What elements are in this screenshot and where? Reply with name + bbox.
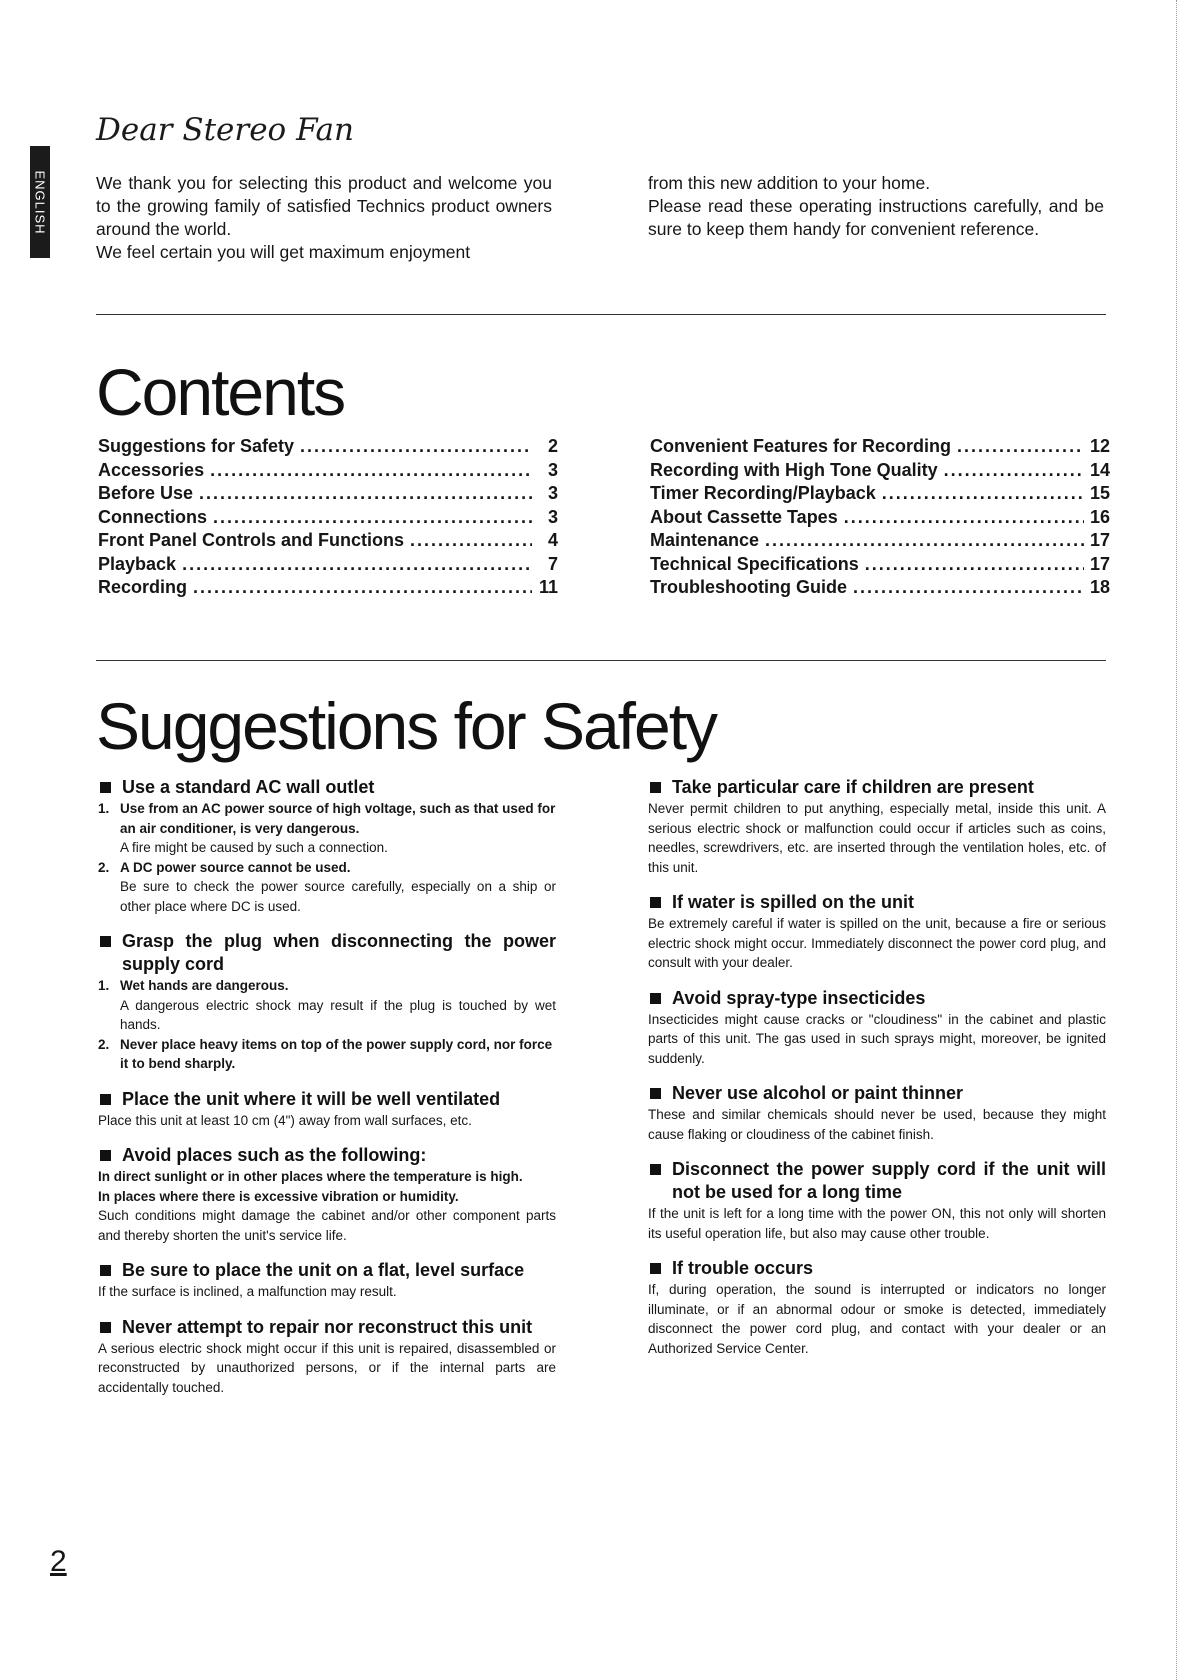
safety-section xyxy=(648,1257,1106,1358)
toc-title: Suggestions for Safety xyxy=(98,436,295,456)
toc-entry[interactable] xyxy=(98,530,558,554)
contents-list-left xyxy=(98,436,558,601)
toc-leader xyxy=(213,507,532,528)
toc-leader xyxy=(300,436,532,457)
safety-section xyxy=(98,930,556,1074)
toc-entry[interactable] xyxy=(98,460,558,484)
item-bold-text: Wet hands are dangerous. xyxy=(120,978,289,993)
safety-section xyxy=(98,1259,556,1302)
section-heading: Take particular care if children are present xyxy=(648,776,1106,799)
section-heading: Never use alcohol or paint thinner xyxy=(648,1082,1106,1105)
toc-leader xyxy=(844,507,1084,528)
toc-entry[interactable] xyxy=(98,483,558,507)
section-text: If the surface is inclined, a malfunction may result. xyxy=(98,1284,397,1299)
toc-page: 7 xyxy=(547,553,558,574)
toc-title: Connections xyxy=(98,506,208,527)
toc-title: Accessories xyxy=(98,459,205,480)
section-heading: Avoid spray-type insecticides xyxy=(648,987,1106,1010)
toc-leader xyxy=(865,554,1084,575)
section-bold-text: In places where there is excessive vibration or humidity. xyxy=(98,1188,459,1204)
toc-leader xyxy=(210,460,532,481)
toc-title: Troubleshooting Guide xyxy=(650,577,847,597)
toc-title: Maintenance xyxy=(650,530,760,550)
toc-entry[interactable] xyxy=(650,577,1110,601)
toc-page: 14 xyxy=(1089,459,1110,480)
section-heading: Avoid places such as the following: xyxy=(98,1144,556,1167)
toc-page: 17 xyxy=(1089,530,1110,550)
safety-section xyxy=(648,891,1106,973)
safety-right-column xyxy=(648,776,1106,1372)
safety-title: Suggestions for Safety xyxy=(96,689,717,763)
safety-section xyxy=(98,1144,556,1245)
divider xyxy=(96,660,1106,661)
page-number: 2 xyxy=(50,1545,67,1578)
toc-title: Recording with High Tone Quality xyxy=(650,459,938,480)
toc-page: 3 xyxy=(547,459,558,480)
section-text: Such conditions might damage the cabinet and/or other component parts and thereby shorten the unit's service life. xyxy=(98,1208,556,1243)
section-text: Be extremely careful if water is spilled on the unit, because a fire or serious electric shock might occur. Immediately disconnect the power cord plug, and consult with your dealer. xyxy=(648,916,1106,970)
item-text: A dangerous electric shock may result if the plug is touched by wet hands. xyxy=(120,997,556,1032)
toc-leader xyxy=(944,460,1084,481)
toc-page: 18 xyxy=(1089,577,1110,597)
toc-page: 3 xyxy=(547,506,558,527)
language-tab xyxy=(30,146,50,258)
list-item xyxy=(98,1035,556,1074)
toc-page: 17 xyxy=(1089,553,1110,574)
toc-entry[interactable] xyxy=(650,554,1110,578)
section-heading: If trouble occurs xyxy=(648,1257,1106,1280)
toc-page: 16 xyxy=(1089,506,1110,527)
greeting-heading: Dear Stereo Fan xyxy=(96,112,354,148)
toc-title: Timer Recording/Playback xyxy=(650,483,876,503)
intro-paragraph: We feel certain you will get maximum enjoyment xyxy=(96,242,471,262)
item-number: 2. xyxy=(98,1036,110,1052)
section-bold-text: In direct sunlight or in other places where the temperature is high. xyxy=(98,1169,523,1184)
toc-title: Technical Specifications xyxy=(650,553,859,574)
section-heading: Be sure to place the unit on a flat, level surface xyxy=(98,1259,556,1282)
item-text: Be sure to check the power source carefully, especially on a ship or other place where DC is used. xyxy=(120,879,556,914)
safety-left-column xyxy=(98,776,556,1411)
section-heading: If water is spilled on the unit xyxy=(648,891,1106,914)
toc-entry[interactable] xyxy=(98,436,558,460)
list-item xyxy=(98,799,556,858)
toc-entry[interactable] xyxy=(650,483,1110,507)
contents-title: Contents xyxy=(96,355,345,429)
safety-section xyxy=(648,1082,1106,1144)
item-bold-text: Never place heavy items on top of the power supply cord, nor force it to bend sharply. xyxy=(120,1036,553,1071)
section-text: These and similar chemicals should never be used, because they might cause flaking or cloudiness of the cabinet finish. xyxy=(648,1107,1106,1142)
item-text: A fire might be caused by such a connection. xyxy=(120,840,388,855)
intro-paragraph: We thank you for selecting this product and welcome you to the growing family of satisfied Technics product owners around the world. xyxy=(96,173,552,239)
toc-title: Recording xyxy=(98,577,188,597)
toc-entry[interactable] xyxy=(650,530,1110,554)
section-text: A serious electric shock might occur if this unit is repaired, disassembled or reconstructed by unauthorized persons, or if the internal parts are accidentally touched. xyxy=(98,1340,556,1395)
intro-paragraph: Please read these operating instructions carefully, and be sure to keep them handy for convenient reference. xyxy=(648,196,1104,239)
toc-title: Convenient Features for Recording xyxy=(650,436,952,456)
language-tab-label: ENGLISH xyxy=(32,169,48,235)
toc-entry[interactable] xyxy=(650,460,1110,484)
intro-paragraph: from this new addition to your home. xyxy=(648,173,931,193)
toc-page: 15 xyxy=(1089,483,1110,503)
safety-section xyxy=(98,1088,556,1131)
item-bold-text: A DC power source cannot be used. xyxy=(120,859,351,875)
list-item xyxy=(98,976,556,1035)
section-text: If, during operation, the sound is interrupted or indicators no longer illuminate, or if an abnormal odour or smoke is detected, immediately disconnect the power cord plug, and contact with your dealer or an Authorized Service Center. xyxy=(648,1282,1106,1356)
safety-section xyxy=(648,987,1106,1069)
page-edge-line xyxy=(1176,0,1177,1680)
safety-section xyxy=(98,1316,556,1398)
intro-right-column xyxy=(648,172,1104,241)
section-text: Insecticides might cause cracks or "cloudiness" in the cabinet and plastic parts of this unit. The gas used in such sprays might, moreover, be ignited suddenly. xyxy=(648,1011,1106,1066)
toc-leader xyxy=(182,554,532,575)
section-text: Place this unit at least 10 cm (4") away from wall surfaces, etc. xyxy=(98,1112,472,1128)
toc-page: 2 xyxy=(547,436,558,456)
toc-leader xyxy=(193,577,532,598)
toc-page: 12 xyxy=(1089,436,1110,456)
toc-leader xyxy=(765,530,1084,551)
section-heading: Grasp the plug when disconnecting the power supply cord xyxy=(98,930,556,976)
toc-entry[interactable] xyxy=(98,554,558,578)
toc-entry[interactable] xyxy=(98,577,558,601)
item-bold-text: Use from an AC power source of high voltage, such as that used for an air conditioner, is very dangerous. xyxy=(120,801,556,836)
divider xyxy=(96,314,1106,315)
toc-page: 4 xyxy=(547,530,558,550)
toc-entry[interactable] xyxy=(650,507,1110,531)
contents-list-right xyxy=(650,436,1110,601)
numbered-list xyxy=(98,976,556,1074)
toc-page: 3 xyxy=(547,483,558,503)
item-number: 1. xyxy=(98,801,110,816)
toc-title: Before Use xyxy=(98,483,194,503)
item-number: 2. xyxy=(98,859,110,875)
section-heading: Disconnect the power supply cord if the unit will not be used for a long time xyxy=(648,1158,1106,1204)
toc-title: Front Panel Controls and Functions xyxy=(98,530,404,550)
safety-section xyxy=(648,776,1106,877)
toc-leader xyxy=(957,436,1084,457)
section-text: If the unit is left for a long time with the power ON, this not only will shorten its useful operation life, but also may cause other trouble. xyxy=(648,1206,1106,1241)
toc-entry[interactable] xyxy=(650,436,1110,460)
safety-section xyxy=(648,1158,1106,1243)
section-heading: Use a standard AC wall outlet xyxy=(98,776,556,799)
list-item xyxy=(98,858,556,917)
toc-leader xyxy=(882,483,1084,504)
toc-title: About Cassette Tapes xyxy=(650,506,838,527)
toc-leader xyxy=(853,577,1084,598)
toc-leader xyxy=(199,483,532,504)
section-heading: Never attempt to repair nor reconstruct this unit xyxy=(98,1316,556,1339)
safety-section xyxy=(98,776,556,916)
toc-leader xyxy=(410,530,532,551)
toc-entry[interactable] xyxy=(98,507,558,531)
section-text: Never permit children to put anything, especially metal, inside this unit. A serious electric shock or malfunction could occur if articles such as coins, needles, screwdrivers, etc. are inserted through the ventilation holes, etc. of this unit. xyxy=(648,801,1106,875)
item-number: 1. xyxy=(98,978,110,993)
numbered-list xyxy=(98,799,556,916)
intro-left-column xyxy=(96,172,552,264)
section-heading: Place the unit where it will be well ventilated xyxy=(98,1088,556,1111)
toc-title: Playback xyxy=(98,553,177,574)
toc-page: 11 xyxy=(538,577,558,597)
